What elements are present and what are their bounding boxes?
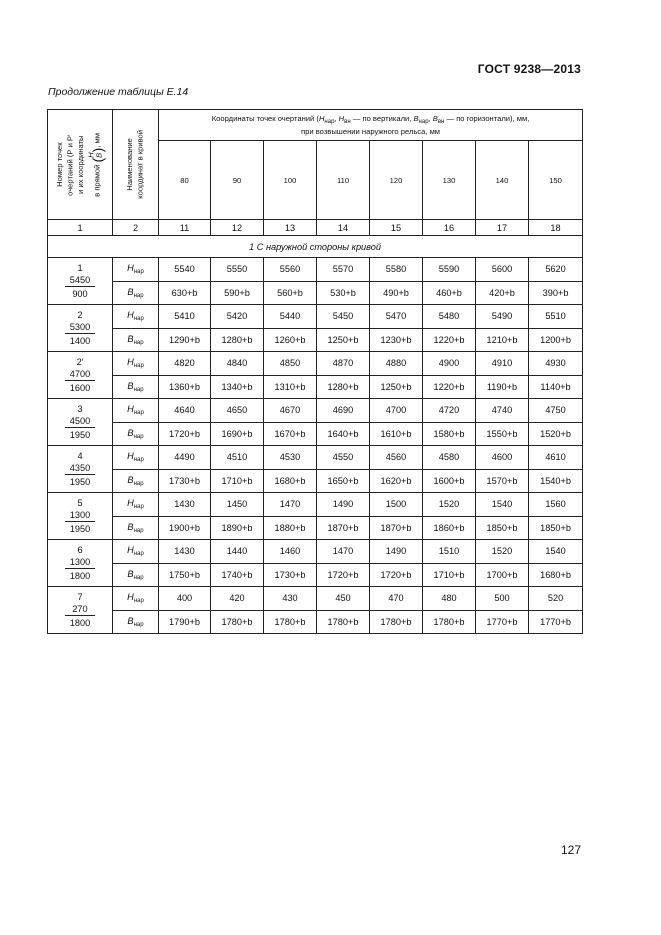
coord-value-cell: 470 [370,587,423,611]
coord-value-cell: 4900 [423,352,476,376]
elevation-header-cell: 150 [529,141,583,220]
coord-value-cell: 430 [264,587,317,611]
coord-value-cell: 1780+b [423,610,476,634]
coord-value-cell: 520 [529,587,583,611]
coord-value-cell: 530+b [317,281,370,305]
coord-value-cell: 500 [476,587,529,611]
coord-value-cell: 1550+b [476,422,529,446]
coord-label-b: $B_{нар}$ [113,610,159,634]
coord-value-cell: 1680+b [264,469,317,493]
coord-value-cell: 1720+b [159,422,211,446]
coord-label-h: $H_{нар}$ [113,399,159,423]
coord-value-cell: 4870 [317,352,370,376]
coord-value-cell: 1740+b [211,563,264,587]
coord-value-cell: 1250+b [370,375,423,399]
col1-header-line3: и их координаты [76,135,86,194]
coord-value-cell: 4670 [264,399,317,423]
coord-label-b: $B_{нар}$ [113,422,159,446]
point-h-value: 4350 [65,462,95,475]
table-row [48,422,583,446]
coord-value-cell: 1770+b [529,610,583,634]
coord-value-cell: 5480 [423,305,476,329]
point-h-value: 4500 [65,415,95,428]
table-row [48,540,583,564]
table-row [48,493,583,517]
point-b-value: 900 [72,288,88,299]
point-number: 1 [77,262,83,273]
table-row [48,399,583,423]
coord-label-b: $B_{нар}$ [113,516,159,540]
coord-label-h: $H_{нар}$ [113,587,159,611]
coord-value-cell: 480 [423,587,476,611]
coord-value-cell: 630+b [159,281,211,305]
coord-value-cell: 450 [317,587,370,611]
coord-value-cell: 1450 [211,493,264,517]
coord-value-cell: 4880 [370,352,423,376]
coord-value-cell: 1460 [264,540,317,564]
table-row [48,352,583,376]
table-row [48,258,583,282]
table-row [48,563,583,587]
coord-value-cell: 1780+b [317,610,370,634]
point-cell [48,493,113,540]
coord-value-cell: 1340+b [211,375,264,399]
coord-value-cell: 1860+b [423,516,476,540]
coord-value-cell: 1780+b [264,610,317,634]
coord-value-cell: 5580 [370,258,423,282]
coord-value-cell: 1720+b [370,563,423,587]
coord-value-cell: 1210+b [476,328,529,352]
point-number: 7 [77,591,83,602]
coord-value-cell: 490+b [370,281,423,305]
col1-header-line4: в прямой ( H B ), мм [86,132,106,197]
coord-value-cell: 1750+b [159,563,211,587]
coord-value-cell: 1680+b [529,563,583,587]
coord-value-cell: 1490 [370,540,423,564]
point-b-value: 1950 [69,429,91,440]
coord-value-cell: 4910 [476,352,529,376]
coord-value-cell: 4740 [476,399,529,423]
table-row [48,610,583,634]
point-b-value: 1800 [69,617,91,628]
coord-value-cell: 1890+b [211,516,264,540]
section-title: 1 С наружной стороны кривой [48,236,583,258]
point-straight-coords [65,368,95,394]
table-row [48,469,583,493]
table-row [48,587,583,611]
coord-value-cell: 460+b [423,281,476,305]
coord-value-cell: 1850+b [476,516,529,540]
coord-value-cell: 4930 [529,352,583,376]
coord-label-b: $B_{нар}$ [113,281,159,305]
coord-value-cell: 1470 [317,540,370,564]
point-h-value: 5300 [65,321,95,334]
elevation-header-cell: 140 [476,141,529,220]
coord-value-cell: 1780+b [211,610,264,634]
table-row [48,281,583,305]
point-h-value: 4700 [65,368,95,381]
coord-label-b: $B_{нар}$ [113,469,159,493]
coord-value-cell: 4550 [317,446,370,470]
point-straight-coords [65,509,95,535]
coord-value-cell: 390+b [529,281,583,305]
coord-value-cell: 1290+b [159,328,211,352]
coord-value-cell: 4610 [529,446,583,470]
coord-value-cell: 5510 [529,305,583,329]
table-row [48,446,583,470]
point-straight-coords [65,462,95,488]
coord-value-cell: 560+b [264,281,317,305]
point-number: 2′ [76,356,84,367]
point-straight-coords [65,274,95,300]
coord-value-cell: 1850+b [529,516,583,540]
point-straight-coords [65,321,95,347]
coord-value-cell: 5450 [317,305,370,329]
coord-value-cell: 4580 [423,446,476,470]
coord-value-cell: 5440 [264,305,317,329]
coord-value-cell: 1470 [264,493,317,517]
coord-value-cell: 1200+b [529,328,583,352]
coord-value-cell: 1700+b [476,563,529,587]
column-number-cell: 1 [48,220,113,236]
point-straight-coords [65,556,95,582]
point-b-value: 1950 [69,523,91,534]
coord-value-cell: 1220+b [423,328,476,352]
col1-header-line2: очертаний (Р и Р′ [65,133,75,196]
coord-label-h: $H_{нар}$ [113,352,159,376]
page-number: 127 [560,843,581,857]
point-cell [48,258,113,305]
elevation-header-cell: 110 [317,141,370,220]
elevation-header-cell: 80 [159,141,211,220]
coord-value-cell: 420+b [476,281,529,305]
table-row [48,375,583,399]
column-number-cell: 14 [317,220,370,236]
coord-value-cell: 1670+b [264,422,317,446]
coord-value-cell: 1520 [423,493,476,517]
coord-value-cell: 5490 [476,305,529,329]
coord-value-cell: 1580+b [423,422,476,446]
coord-value-cell: 1600+b [423,469,476,493]
coord-value-cell: 4560 [370,446,423,470]
point-cell [48,540,113,587]
coord-value-cell: 5560 [264,258,317,282]
coord-value-cell: 5420 [211,305,264,329]
coord-value-cell: 1520+b [529,422,583,446]
point-cell [48,446,113,493]
point-b-value: 1950 [69,476,91,487]
coord-value-cell: 5620 [529,258,583,282]
column-number-cell: 18 [529,220,583,236]
coord-value-cell: 1900+b [159,516,211,540]
coord-value-cell: 1140+b [529,375,583,399]
coord-value-cell: 4850 [264,352,317,376]
coord-value-cell: 1790+b [159,610,211,634]
standard-designation: ГОСТ 9238—2013 [477,62,581,76]
coord-value-cell: 1710+b [211,469,264,493]
coord-value-cell: 4820 [159,352,211,376]
coord-value-cell: 1730+b [159,469,211,493]
coord-value-cell: 1780+b [370,610,423,634]
coord-value-cell: 400 [159,587,211,611]
coord-value-cell: 1540+b [529,469,583,493]
point-number: 4 [77,450,83,461]
coord-value-cell: 1280+b [317,375,370,399]
coord-value-cell: 1230+b [370,328,423,352]
coord-value-cell: 1710+b [423,563,476,587]
coord-value-cell: 1220+b [423,375,476,399]
coord-value-cell: 1610+b [370,422,423,446]
coord-value-cell: 1250+b [317,328,370,352]
col1-header [48,110,113,220]
table-row [48,328,583,352]
column-number-cell: 11 [159,220,211,236]
coord-value-cell: 1880+b [264,516,317,540]
coord-value-cell: 1690+b [211,422,264,446]
table-row [48,305,583,329]
coord-label-h: $H_{нар}$ [113,446,159,470]
coord-value-cell: 4700 [370,399,423,423]
coord-value-cell: 1430 [159,493,211,517]
coord-value-cell: 1540 [529,540,583,564]
coord-value-cell: 4650 [211,399,264,423]
point-b-value: 1600 [69,382,91,393]
coord-value-cell: 1720+b [317,563,370,587]
coord-value-cell: 1280+b [211,328,264,352]
coord-value-cell: 5540 [159,258,211,282]
coord-value-cell: 5550 [211,258,264,282]
coord-value-cell: 1870+b [370,516,423,540]
column-number-cell: 12 [211,220,264,236]
coordinates-group-header-line2: при возвышении наружного рельса, мм [301,126,441,136]
point-h-value: 270 [65,603,95,616]
coord-label-h: $H_{нар}$ [113,493,159,517]
elevation-header-cell: 100 [264,141,317,220]
point-number: 3 [77,403,83,414]
coord-value-cell: 1570+b [476,469,529,493]
elevation-header-cell: 90 [211,141,264,220]
point-h-value: 1300 [65,556,95,569]
coord-value-cell: 1440 [211,540,264,564]
coord-value-cell: 1490 [317,493,370,517]
coord-value-cell: 4690 [317,399,370,423]
coord-value-cell: 1430 [159,540,211,564]
coord-value-cell: 4640 [159,399,211,423]
point-h-value: 1300 [65,509,95,522]
point-b-value: 1800 [69,570,91,581]
coord-value-cell: 4530 [264,446,317,470]
coord-value-cell: 1190+b [476,375,529,399]
point-straight-coords [65,603,95,629]
coord-value-cell: 5410 [159,305,211,329]
col1-header-line1: Номер точек [55,142,65,187]
coord-value-cell: 1310+b [264,375,317,399]
point-cell [48,399,113,446]
coord-label-h: $H_{нар}$ [113,258,159,282]
coord-value-cell: 5600 [476,258,529,282]
column-number-cell: 16 [423,220,476,236]
coord-value-cell: 4840 [211,352,264,376]
point-cell [48,352,113,399]
coord-value-cell: 1540 [476,493,529,517]
point-b-value: 1400 [69,335,91,346]
elevation-header-cell: 120 [370,141,423,220]
coord-label-h: $H_{нар}$ [113,540,159,564]
point-cell [48,587,113,634]
coord-label-b: $B_{нар}$ [113,563,159,587]
coordinates-group-header: Координаты точек очертаний ($H_{нар}$, $H_{вн}$ — по вертикали, $B_{нар}$, $B_{вн}$ — по горизонтали), мм, при возвышении наружного рельса, мм [159,110,583,141]
coord-value-cell: 5470 [370,305,423,329]
elevation-header-cell: 130 [423,141,476,220]
coordinates-table [47,109,583,634]
coord-label-h: $H_{нар}$ [113,305,159,329]
coord-value-cell: 590+b [211,281,264,305]
coord-label-b: $B_{нар}$ [113,328,159,352]
coord-value-cell: 5570 [317,258,370,282]
column-number-cell: 15 [370,220,423,236]
coord-value-cell: 4600 [476,446,529,470]
table-continuation-caption: Продолжение таблицы Е.14 [48,86,189,98]
column-number-cell: 2 [113,220,159,236]
coord-value-cell: 1640+b [317,422,370,446]
ratio-h-over-b: H B [86,151,104,158]
coord-value-cell: 1510 [423,540,476,564]
coord-value-cell: 1520 [476,540,529,564]
coord-value-cell: 4510 [211,446,264,470]
coord-value-cell: 1500 [370,493,423,517]
table-row [48,516,583,540]
point-number: 5 [77,497,83,508]
point-number: 2 [77,309,83,320]
point-number: 6 [77,544,83,555]
point-straight-coords [65,415,95,441]
coord-value-cell: 420 [211,587,264,611]
coord-label-b: $B_{нар}$ [113,375,159,399]
column-number-cell: 13 [264,220,317,236]
col2-header-line2: координат в кривой [135,130,145,199]
coord-value-cell: 1770+b [476,610,529,634]
coord-value-cell: 5590 [423,258,476,282]
coord-value-cell: 4750 [529,399,583,423]
point-cell [48,305,113,352]
col2-header [113,110,159,220]
coord-value-cell: 1560 [529,493,583,517]
coord-value-cell: 1870+b [317,516,370,540]
coord-value-cell: 4490 [159,446,211,470]
coord-value-cell: 4720 [423,399,476,423]
col2-header-line1: Наименование [125,138,134,191]
coord-value-cell: 1360+b [159,375,211,399]
coord-value-cell: 1620+b [370,469,423,493]
coord-value-cell: 1730+b [264,563,317,587]
coord-value-cell: 1260+b [264,328,317,352]
point-h-value: 5450 [65,274,95,287]
coord-value-cell: 1650+b [317,469,370,493]
column-number-cell: 17 [476,220,529,236]
